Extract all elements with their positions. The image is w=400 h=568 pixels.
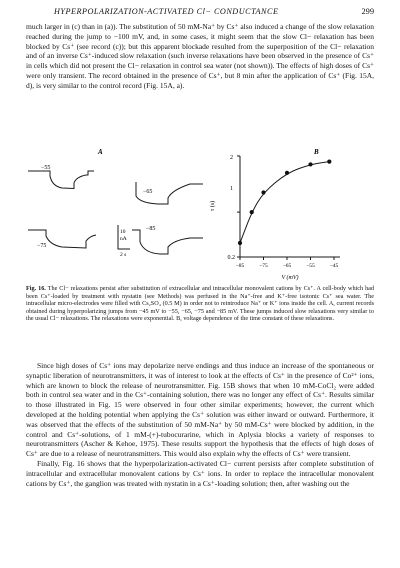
- y-axis-label: τ (s): [210, 200, 216, 212]
- jump-label-minus-65: −65: [143, 189, 153, 195]
- x-tick-label: −45: [329, 263, 339, 269]
- x-tick-label: −65: [282, 263, 292, 269]
- figure-caption: [26, 285, 374, 323]
- holding-label-minus-55: −55: [41, 165, 51, 171]
- panel-b-label: B: [314, 148, 319, 156]
- caption-text: The Cl− relaxations persist after substitution of extracellular and intracellular monovalent cations by Cs⁺. A cell-body which had been Cs⁺-loaded by treatment with nystatin (see Methods) was perfused in the Na⁺-free and K⁺-free isotonic Cs⁺ sea water. The intracellular micro-electrodes were filled with Cs₂SO₄ (0.5 M) in order not to reintroduce Na⁺ or K⁺ ions inside the cell. A, current records obtained during hyperpolarizing jumps from −45 mV to −55, −65, −75 and −85 mV. These jumps induced slow relaxations very similar to the usual Cl− relaxations. The relaxations were exponential. B, voltage dependence of the time constant of these relaxations.: [26, 285, 374, 323]
- running-head: HYPERPOLARIZATION-ACTIVATED Cl− CONDUCTANCE: [54, 7, 279, 16]
- data-point: [308, 162, 312, 166]
- jump-label-minus-85: −85: [146, 226, 156, 232]
- figure-16-svg: [28, 146, 374, 282]
- holding-label-minus-75: −75: [37, 243, 47, 249]
- fit-curve: [240, 162, 329, 243]
- x-tick-label: −55: [306, 263, 315, 269]
- y-tick-label: 1: [230, 186, 233, 192]
- scale-bar-current-value: 10: [120, 229, 126, 235]
- tau-voltage-plot: [209, 155, 340, 281]
- data-point: [238, 241, 242, 245]
- x-tick-label: −75: [259, 263, 268, 269]
- data-point: [250, 210, 254, 214]
- body-section-bottom: [26, 361, 374, 488]
- paragraph-text: much larger in (c) than in (a)). The substitution of 50 mM-Na⁺ by Cs⁺ also induced a change of the slow relaxation reached during the jump to −100 mV, and, in some cases, it might seem that the slow Cl− relaxation has been blocked by Cs⁺ (see record (c)); but this apparent blockade resulted from the superposition of the Cl− relaxation and of an inverse Cs⁺-induced slow relaxation (such inverse relaxations have been observed in the presence of Cs⁺ in cells which did not present the Cl− relaxation in control sea water (not shown)). The effects of high doses of Cs⁺ were only transient. The record obtained in the presence of Cs⁺, but 8 min after the application of Cs⁺ (Fig. 15A, d), is very similar to the control record (Fig. 15A, a).: [26, 22, 374, 90]
- scale-bar: [118, 225, 130, 258]
- data-point: [261, 190, 265, 194]
- panel-a-label: A: [98, 148, 103, 156]
- page-number: 299: [361, 7, 374, 16]
- scale-bar-time: 2 s: [120, 252, 127, 258]
- y-tick-label: 2: [230, 155, 233, 161]
- trace-minus-55: [28, 171, 94, 189]
- figure-16: [28, 146, 374, 282]
- x-axis-label: V (mV): [281, 275, 299, 281]
- data-point: [285, 171, 289, 175]
- current-traces: [28, 171, 203, 254]
- body-paragraph-top: [26, 22, 374, 91]
- trace-minus-85: [132, 230, 203, 254]
- y-tick-label: 0.2: [227, 255, 235, 261]
- scale-bar-current-unit: nA: [120, 236, 127, 242]
- paragraph-text: Finally, Fig. 16 shows that the hyperpolarization-activated Cl− current persists after complete substitution of intracellular and extracellular monovalent cations by Cs⁺ ions. In order to replace the intracellular monovalent cations by Cs⁺, the ganglion was treated with nystatin in a Cs⁺-loading solution; then, after washing out the: [26, 458, 374, 488]
- data-point: [327, 160, 331, 164]
- paragraph-text: Since high doses of Cs⁺ ions may depolarize nerve endings and thus induce an increase of the spontaneous or synaptic liberation of neurotransmitters, it was of interest to look at the effects of Cs⁺ in the presence of Co²⁺ ions, which are known to block the release of neurotransmitter. Fig. 15B shows that when 10 mM-CoCl₂ were added both in control sea water and in the Cs⁺-containing solution, there was no longer any effect of Cs⁺. Results similar to those illustrated in Fig. 15 were observed in four other similar experiments; however, the current which developed at the holding potential when applying the Cs⁺ solution was either inward or outward. Furthermore, it was observed that the effects of the substitution of 50 mM-Na⁺ by 50 mM-Cs⁺ were blocked by addition, in the control and Cs⁺-solutions, of 1 mM-(+)-tubocurarine, which in Aplysia blocks a variety of responses to neurotransmitters (Ascher & Kehoe, 1975). These results support the hypothesis that the effects of high doses of Cs⁺ are due to a release of neurotransmitters. This would also explain why the effects of Cs⁺ were transient.: [26, 361, 374, 459]
- x-tick-label: −85: [235, 263, 245, 269]
- caption-label: Fig. 16.: [26, 285, 46, 292]
